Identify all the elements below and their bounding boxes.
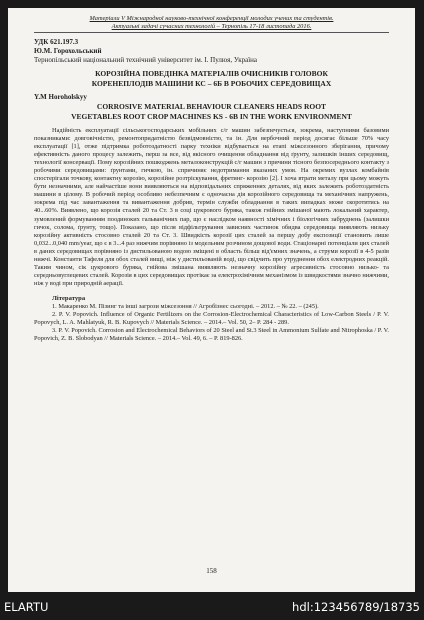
title-ukrainian [34,69,389,89]
running-head-line-1: Матеріали V Міжнародної науково-технічної конференції молодих учених та студентів. [89,15,334,22]
affiliation: Тернопільський національний технічний університет ім. І. Пулюя, Україна [34,56,258,64]
author-ukrainian: Ю.М. Горохольський [34,47,102,55]
page-number: 158 [206,567,217,575]
reference-item: 1. Макаренко М. Пізинг та інші загрози міжсезоння // Агробізнес сьогодні. – 2012. – № 22. – (245). [52,302,319,310]
body-text: Надійність експлуатації сільськогосподарських мобільних с/г машин забезпечується, зокрема, наступними базовими показниками: довговічністю, ремонтопридатністю безвідмовністю, та ін. Для вербочний період досягає більше 70% часу експлуатації [1], отже підтримка роботоздатності парку техніки відбувається на етапі міжсезонного зберігання, причому ефективність даного процесу залежить, перш за все, від якісного очищення обладнання від ґрунту, залишків інших середовищ, технології консервації. Пому корозійних пошкоджень металоконструкцій с/г машин з причини тісного безпосереднього контакту з робочими середовищами: ґрунтами, гичкою, ін. спричиняє недотримання вказаних умов. На окремих вузлах комбайнів спостерігали точкову, контактну корозію, корозійне розтріскування, фретинг- корозію [2]. І хоча втрати металу при цьому можуть бути незначними, але найчастіше вони виявляються на відповідальних спряженнях деталях, від яких залежить роботоздатність машини в цілому. В робочий період особливо небезпечним є одночасна дія корозійного середовища та механічних напружень, зокрема під час завантаження та вивантаження добрив, термін служби обладнання в таких випадках може скоротитись на 40...60%. Виявлено, що корозія сталей 20 та Ст. 3 в соці цукрового буряка, також гнійних змішаної мають локальний характер, зумовлений формуванням поодиноких гальванічних пар, що є наслідком наявності хімічних і біологічних забруднень (залишки гичок, солома, ґрунту, тощо). Показано, що після відфільтрування зависних частинок обидва середовища виявляють низьку корозійну активність стосовно сталей 20 та Ст. 3. Швидкість корозії цих сталей за першу добу експозиції становить лише 0,032...0,040 mm/year, що є в 3...4 раз нижчим порівняно із модельним розчином дощової води. Стаціонарні потенціали цих сталей в даних середовищах порівняно із дистильованою водою зміщені в область більш від'ємних значень, а струми корозії в 4-5 разів нижчі. Константи Тафеля для обох сталей вищі, ніж у дистильованій воді, що свідчить про утруднення обох електродних реакцій. Таким чином, сік цукрового буряка, гнійова змішана виявляють незначну корозійну агресивність стосовно низько- та середньовуглецевих сталей. Корозія в цих середовищах протікає за електрохімічним механізмом із швидкостями значно нижчими, ніж у воді при природній аерації. [34,127,389,287]
reference-item: 2. P. V. Popovich. Influence of Organic Fertilizers on the Corrosion-Electrochemical Characteristics of Low-Carbon Steels / P. V. Popovych, L. A. Mahlatyuk, R. B. Kupovych // Materials Science. – 2014.– Vol. 50, 2– P. 284 - 289. [34,310,389,327]
handle-identifier: hdl:123456789/18735 [292,600,420,614]
udk-code: УДК 621.197.3 [34,38,79,46]
title-uk-line-2: КОРЕНЕПЛОДІВ МАШИНИ КС – 6Б В РОБОЧИХ СЕРЕДОВИЩАХ [91,79,332,88]
title-uk-line-1: КОРОЗІЙНА ПОВЕДІНКА МАТЕРІАЛІВ ОЧИСНИКІВ ГОЛОВОК [95,69,328,78]
running-head-line-2: Актуальні задачі сучасних технологій – Тернопіль 17-18 листопада 2016. [111,23,312,30]
title-en-line-2: VEGETABLES ROOT CROP MACHINES KS - 6B IN THE WORK ENVIRONMENT [71,112,352,121]
author-english: Y.M Horoholskyy [34,93,87,101]
references-heading: Література [52,294,86,302]
running-head [34,15,389,33]
title-en-line-1: CORROSIVE MATERIAL BEHAVIOUR CLEANERS HEADS ROOT [96,102,327,111]
reference-item: 3. P. V. Popovich. Corrosion and Electrochemical Behaviors of 20 Steel and St.3 Steel in Ammonium Sulfate and Nitrophoska / P. V. Popovich, Z. B. Slobodyan // Materials Science. – 2014.– Vol. 49, 6. – P. 819-826. [34,327,389,343]
repository-label: ELARTU [4,600,49,614]
paper-page [8,8,415,592]
title-english [34,102,389,122]
